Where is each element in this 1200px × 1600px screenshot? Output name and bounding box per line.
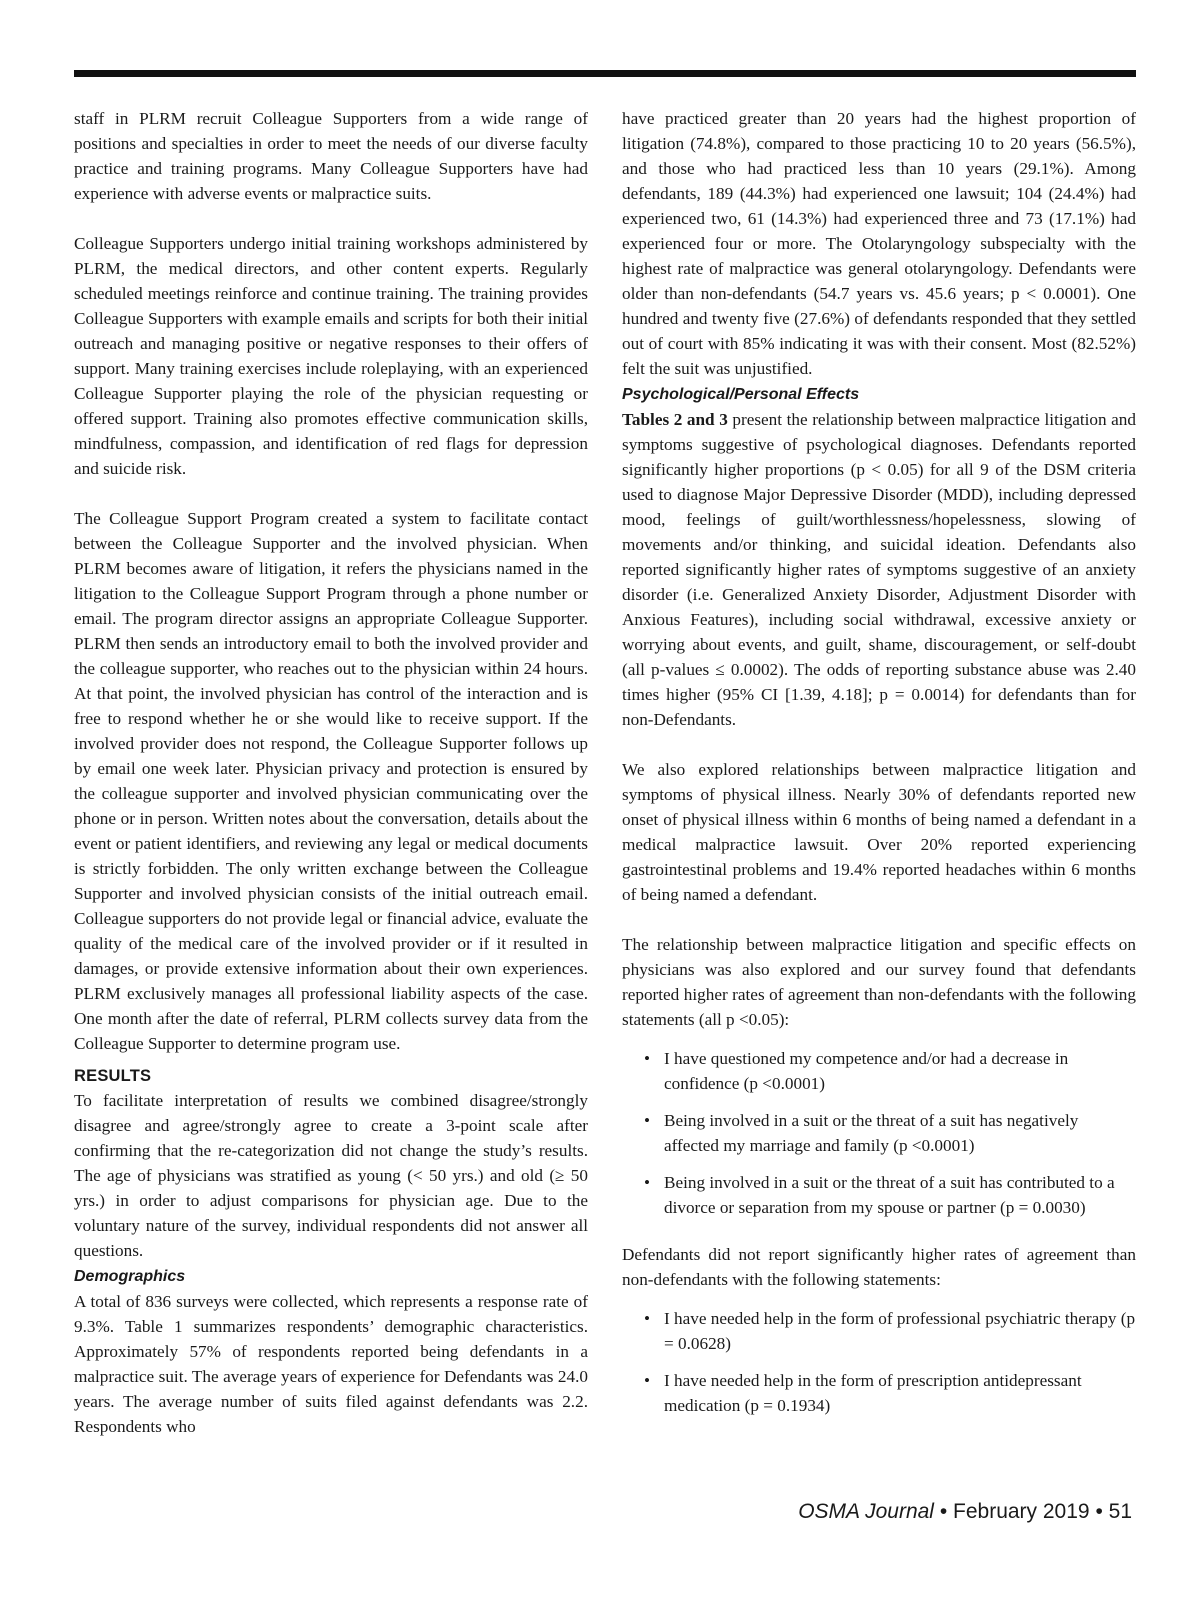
list-item-text: Being involved in a suit or the threat of a suit has contributed to a divorce or separation from my spouse or partner (p = 0.0030)	[664, 1173, 1115, 1217]
paragraph-demographics: A total of 836 surveys were collected, which represents a response rate of 9.3%. Table 1 summarizes respondents’ demographic characteristics. Approximately 57% of respondents reported being defendants in a malpractice suit. The average years of experience for Defendants was 24.0 years. The average number of suits filed against defendants was 2.2. Respondents who	[74, 1292, 588, 1436]
list-item	[622, 1108, 1136, 1158]
subheading-psychological-effects: Psychological/Personal Effects	[622, 386, 860, 403]
bullet-list-not-significant	[622, 1306, 1136, 1418]
section-heading-results: RESULTS	[74, 1067, 152, 1085]
paragraph-colleague-recruitment: staff in PLRM recruit Colleague Supporters from a wide range of positions and specialties in order to meet the needs of our diverse faculty practice and training programs. Many Colleague Supporters have had experience with adverse events or malpractice suits.	[74, 109, 588, 203]
footer-separator: •	[933, 1500, 954, 1523]
left-column	[74, 106, 588, 1464]
tables-reference: Tables 2 and 3	[622, 410, 728, 429]
list-item	[622, 1306, 1136, 1356]
paragraph-not-significant: Defendants did not report significantly higher rates of agreement than non-defendants with the following statements:	[622, 1245, 1136, 1289]
paragraph-specific-effects: The relationship between malpractice litigation and specific effects on physicians was also explored and our survey found that defendants reported higher rates of agreement than non-defendants with the following statements (all p <0.05):	[622, 935, 1136, 1029]
paragraph-litigation-stats: have practiced greater than 20 years had the highest proportion of litigation (74.8%), compared to those practicing 10 to 20 years (56.5%), and those who had practiced less than 10 years (29.1%). Among defendants, 189 (44.3%) had experienced one lawsuit; 104 (24.4%) had experienced two, 61 (14.3%) had experienced three and 73 (17.1%) had experienced four or more. The Otolaryngology subspecialty with the highest rate of malpractice was general otolaryngology. Defendants were older than non-defendants (54.7 years vs. 45.6 years; p < 0.0001). One hundred and twenty five (27.6%) of defendants responded that they settled out of court with 85% indicating it was with their consent. Most (82.52%) felt the suit was unjustified.	[622, 109, 1136, 378]
subheading-demographics: Demographics	[74, 1268, 186, 1285]
paragraph-psychological	[622, 407, 1136, 732]
list-item	[622, 1046, 1136, 1096]
bullet-icon: •	[644, 1309, 651, 1328]
list-item-text: Being involved in a suit or the threat of a suit has negatively affected my marriage and family (p <0.0001)	[664, 1111, 1079, 1155]
footer-separator: •	[1089, 1500, 1109, 1523]
issue-date: February 2019	[953, 1500, 1090, 1523]
journal-name: OSMA Journal	[798, 1500, 934, 1523]
right-column	[622, 106, 1136, 1440]
bullet-list-significant	[622, 1046, 1136, 1220]
bullet-icon: •	[644, 1111, 651, 1130]
paragraph-support-program: The Colleague Support Program created a system to facilitate contact between the Colleague Supporter and the involved physician. When PLRM becomes aware of litigation, it refers the physicians named in the litigation to the Colleague Support Program through a phone number or email. The program director assigns an appropriate Colleague Supporter. PLRM then sends an introductory email to both the involved provider and the colleague supporter, who reaches out to the physician within 24 hours. At that point, the involved physician has control of the interaction and is free to respond whether he or she would like to receive support. If the involved provider does not respond, the Colleague Supporter follows up by email one week later. Physician privacy and protection is ensured by the colleague supporter and involved physician communicating over the phone or in person. Written notes about the conversation, details about the event or patient identifiers, and reviewing any legal or medical documents is strictly forbidden. The only written exchange between the Colleague Supporter and involved physician consists of the initial outreach email. Colleague supporters do not provide legal or financial advice, evaluate the quality of the medical care of the involved provider or if it resulted in damages, or provide extensive information about their own experiences. PLRM exclusively manages all professional liability aspects of the case. One month after the date of referral, PLRM collects survey data from the Colleague Supporter to determine program use.	[74, 509, 588, 1053]
bullet-icon: •	[644, 1371, 651, 1390]
list-item-text: I have needed help in the form of professional psychiatric therapy (p = 0.0628)	[664, 1309, 1136, 1353]
list-item-text: I have questioned my competence and/or had a decrease in confidence (p <0.0001)	[664, 1049, 1069, 1093]
paragraph-physical-illness: We also explored relationships between malpractice litigation and symptoms of physical illness. Nearly 30% of defendants reported new onset of physical illness within 6 months of being named a defendant in a medical malpractice lawsuit. Over 20% reported experiencing gastrointestinal problems and 19.4% reported headaches within 6 months of being named a defendant.	[622, 760, 1136, 904]
list-item-text: I have needed help in the form of prescription antidepressant medication (p = 0.1934)	[664, 1371, 1082, 1415]
page-footer	[798, 1500, 1132, 1524]
bullet-icon: •	[644, 1049, 651, 1068]
psychological-text: present the relationship between malpractice litigation and symptoms suggestive of psychological diagnoses. Defendants reported significantly higher proportions (p < 0.05) for all 9 of the DSM criteria used to diagnose Major Depressive Disorder (MDD), including depressed mood, feelings of guilt/worthlessness/hopelessness, slowing of movements and/or thinking, and suicidal ideation. Defendants also reported significantly higher rates of symptoms suggestive of an anxiety disorder (i.e. Generalized Anxiety Disorder, Adjustment Disorder with Anxious Features), including social withdrawal, excessive anxiety or worrying about events, and guilt, shame, discouragement, or self-doubt (all p-values ≤ 0.0002). The odds of reporting substance abuse was 2.40 times higher (95% CI [1.39, 4.18]; p = 0.0014) for defendants than for non-Defendants.	[622, 410, 1136, 729]
list-item	[622, 1368, 1136, 1418]
page-number: 51	[1108, 1500, 1132, 1523]
paragraph-results: To facilitate interpretation of results we combined disagree/strongly disagree and agree/strongly agree to create a 3-point scale after confirming that the re-categorization did not change the study’s results. The age of physicians was stratified as young (< 50 yrs.) and old (≥ 50 yrs.) in order to adjust comparisons for physician age. Due to the voluntary nature of the survey, individual respondents did not answer all questions.	[74, 1091, 588, 1260]
bullet-icon: •	[644, 1173, 651, 1192]
top-rule	[74, 70, 1136, 77]
list-item	[622, 1170, 1136, 1220]
paragraph-training: Colleague Supporters undergo initial training workshops administered by PLRM, the medical directors, and other content experts. Regularly scheduled meetings reinforce and continue training. The training provides Colleague Supporters with example emails and scripts for both their initial outreach and managing positive or negative responses to their offers of support. Many training exercises include roleplaying, with an experienced Colleague Supporter playing the role of the physician requesting or offered support. Training also promotes effective communication skills, mindfulness, compassion, and identification of red flags for depression and suicide risk.	[74, 234, 588, 478]
